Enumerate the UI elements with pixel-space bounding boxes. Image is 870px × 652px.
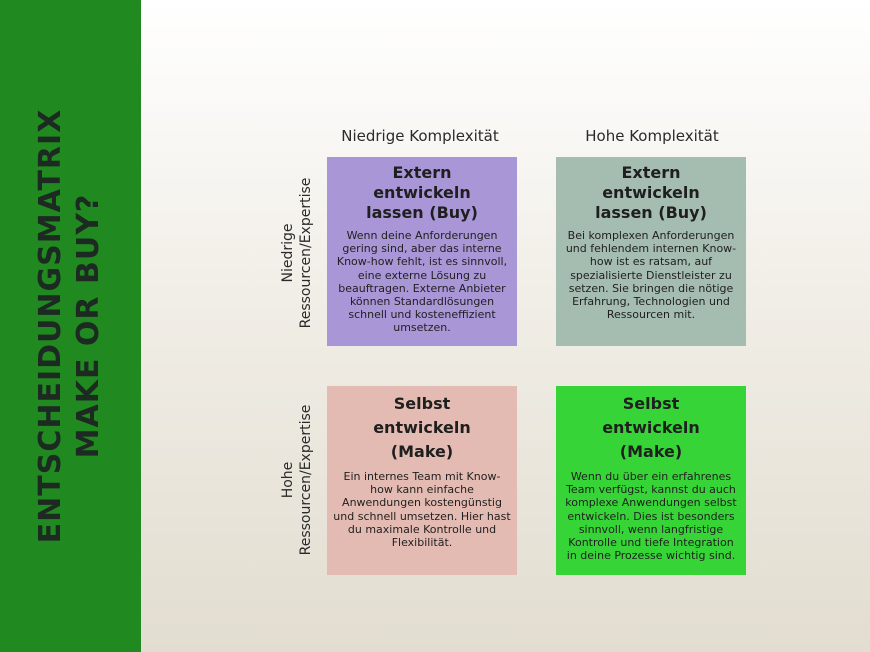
cell-title: Selbst entwickeln (Make) <box>602 394 700 461</box>
cell-text: Bei komplexen Anforderungen und fehlendem internen Know-how ist es ratsam, auf spezialisierte Dienstleister zu setzen. Sie bringen die nötige Erfahrung, Technologien und Ressourcen mit. <box>565 229 737 322</box>
matrix-cell-make-high-complexity <box>556 386 746 575</box>
title-line-2: MAKE OR BUY? <box>71 193 106 459</box>
cell-title: Extern entwickeln lassen (Buy) <box>595 163 707 222</box>
matrix-cell-buy-high-complexity <box>556 157 746 346</box>
cell-title: Extern entwickeln lassen (Buy) <box>366 163 478 222</box>
row-header-low-resources <box>279 153 315 353</box>
cell-text: Wenn deine Anforderungen gering sind, aber das interne Know-how fehlt, ist es sinnvoll, eine externe Lösung zu beauftragen. Externe Anbieter können Standardlösungen schnell und kosteneffizient umsetzen. <box>336 229 508 335</box>
cell-title: Selbst entwickeln (Make) <box>373 394 471 461</box>
matrix-cell-make-low-complexity <box>327 386 517 575</box>
matrix-title <box>32 109 108 544</box>
row-header-line-2: Ressourcen/Expertise <box>298 177 314 329</box>
sidebar <box>0 0 141 652</box>
cell-text: Ein internes Team mit Know-how kann einfache Anwendungen kostengünstig und schnell umsetzen. Hier hast du maximale Kontrolle und Flexibilität. <box>333 470 511 550</box>
row-header-high-resources <box>279 380 315 580</box>
matrix-cell-buy-low-complexity <box>327 157 517 346</box>
row-header-line-2: Ressourcen/Expertise <box>298 404 314 556</box>
row-header-line-1: Niedrige <box>280 223 296 283</box>
cell-text: Wenn du über ein erfahrenes Team verfügst, kannst du auch komplexe Anwendungen selbst entwickeln. Dies ist besonders sinnvoll, wenn langfristige Kontrolle und tiefe Integration in deine Prozesse wichtig sind. <box>565 470 737 563</box>
column-header-high-complexity: Hohe Komplexität <box>585 127 719 145</box>
row-header-line-1: Hohe <box>280 461 296 499</box>
title-line-1: ENTSCHEIDUNGSMATRIX <box>33 108 68 544</box>
column-header-low-complexity: Niedrige Komplexität <box>341 127 499 145</box>
